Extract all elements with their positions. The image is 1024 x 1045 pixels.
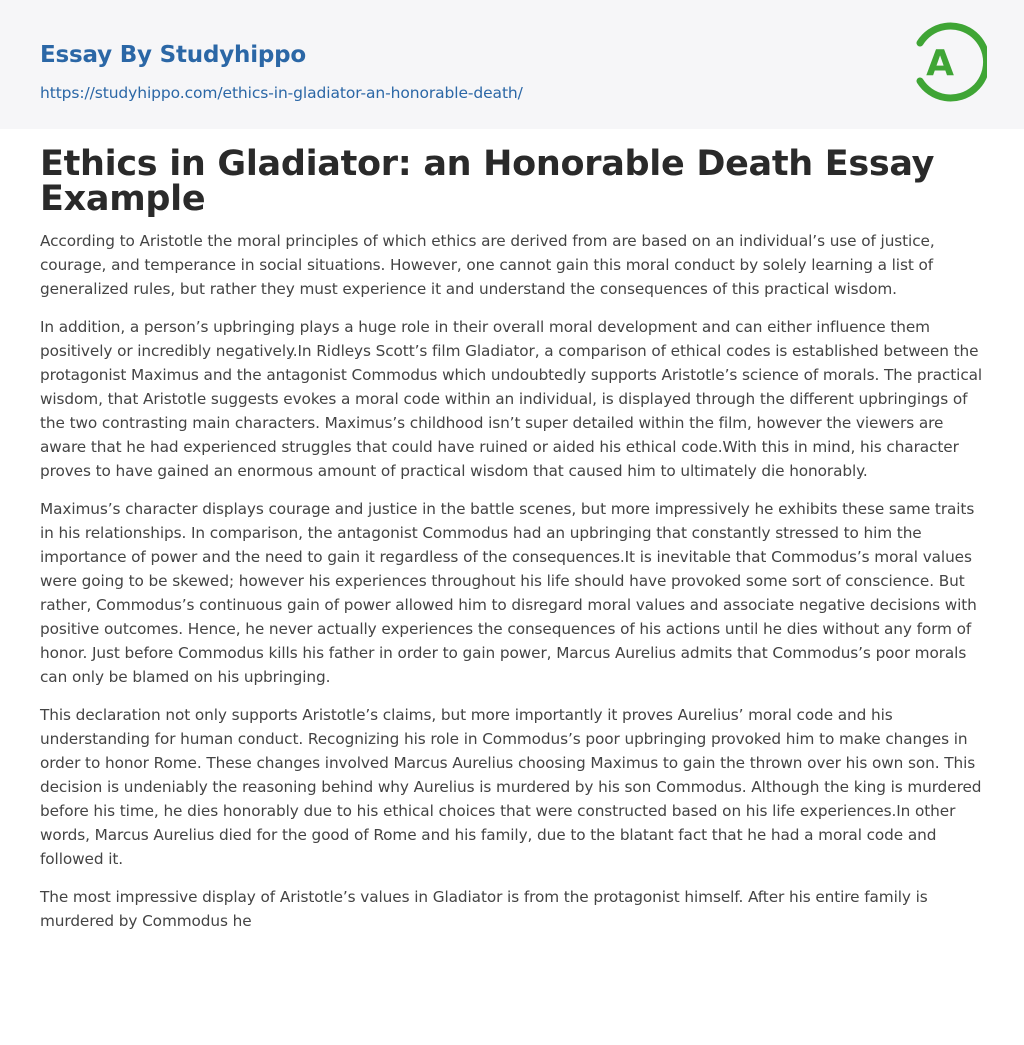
essay-paragraph: Maximus’s character displays courage and justice in the battle scenes, but more impressively he exhibits these same traits in his relationships. In comparison, the antagonist Commodus had an upbringing that constantly stressed to him the importance of power and the need to gain it regardless of the consequences.It is inevitable that Commodus’s moral values were going to be skewed; however his experiences throughout his life should have provoked some sort of conscience. But rather, Commodus’s continuous gain of power allowed him to disregard moral values and associate negative decisions with positive outcomes. Hence, he never actually experiences the consequences of his actions until he dies without any form of honor. Just before Commodus kills his father in order to gain power, Marcus Aurelius admits that Commodus’s poor morals can only be blamed on his upbringing. <box>40 500 977 686</box>
essay-paragraph: In addition, a person’s upbringing plays a huge role in their overall moral development and can either influence them positively or incredibly negatively.In Ridleys Scott’s film Gladiator, a comparison of ethical codes is established between the protagonist Maximus and the antagonist Commodus which undoubtedly supports Aristotle’s science of morals. The practical wisdom, that Aristotle suggests evokes a moral code within an individual, is displayed through the different upbringings of the two contrasting main characters. Maximus’s childhood isn’t super detailed within the film, however the viewers are aware that he had experienced struggles that could have ruined or aided his ethical code.With this in mind, his character proves to have gained an enormous amount of practical wisdom that caused him to ultimately die honorably. <box>40 318 983 480</box>
logo-letter: A <box>926 43 954 84</box>
studyhippo-logo-icon[interactable] <box>913 18 987 106</box>
essay-title: Ethics in Gladiator: an Honorable Death Essay Example <box>40 144 935 219</box>
essay-paragraph: The most impressive display of Aristotle’s values in Gladiator is from the protagonist himself. After his entire family is murdered by Commodus he <box>40 888 928 930</box>
essay-paragraph: This declaration not only supports Aristotle’s claims, but more importantly it proves Aurelius’ moral code and his understanding for human conduct. Recognizing his role in Commodus’s poor upbringing provoked him to make changes in order to honor Rome. These changes involved Marcus Aurelius choosing Maximus to gain the thrown over his own son. This decision is undeniably the reasoning behind why Aurelius is murdered by his son Commodus. Although the king is murdered before his time, he dies honorably due to his ethical choices that were constructed based on his life experiences.In other words, Marcus Aurelius died for the good of Rome and his family, due to the blatant fact that he had a moral code and followed it. <box>40 706 982 868</box>
essay-paragraph: According to Aristotle the moral principles of which ethics are derived from are based on an individual’s use of justice, courage, and temperance in social situations. However, one cannot gain this moral conduct by solely learning a list of generalized rules, but rather they must experience it and understand the consequences of this practical wisdom. <box>40 232 935 298</box>
essay-content <box>0 144 1024 933</box>
brand-title[interactable]: Essay By Studyhippo <box>40 42 307 68</box>
site-header <box>0 0 1024 129</box>
essay-url-link[interactable]: https://studyhippo.com/ethics-in-gladiator-an-honorable-death/ <box>40 84 523 102</box>
